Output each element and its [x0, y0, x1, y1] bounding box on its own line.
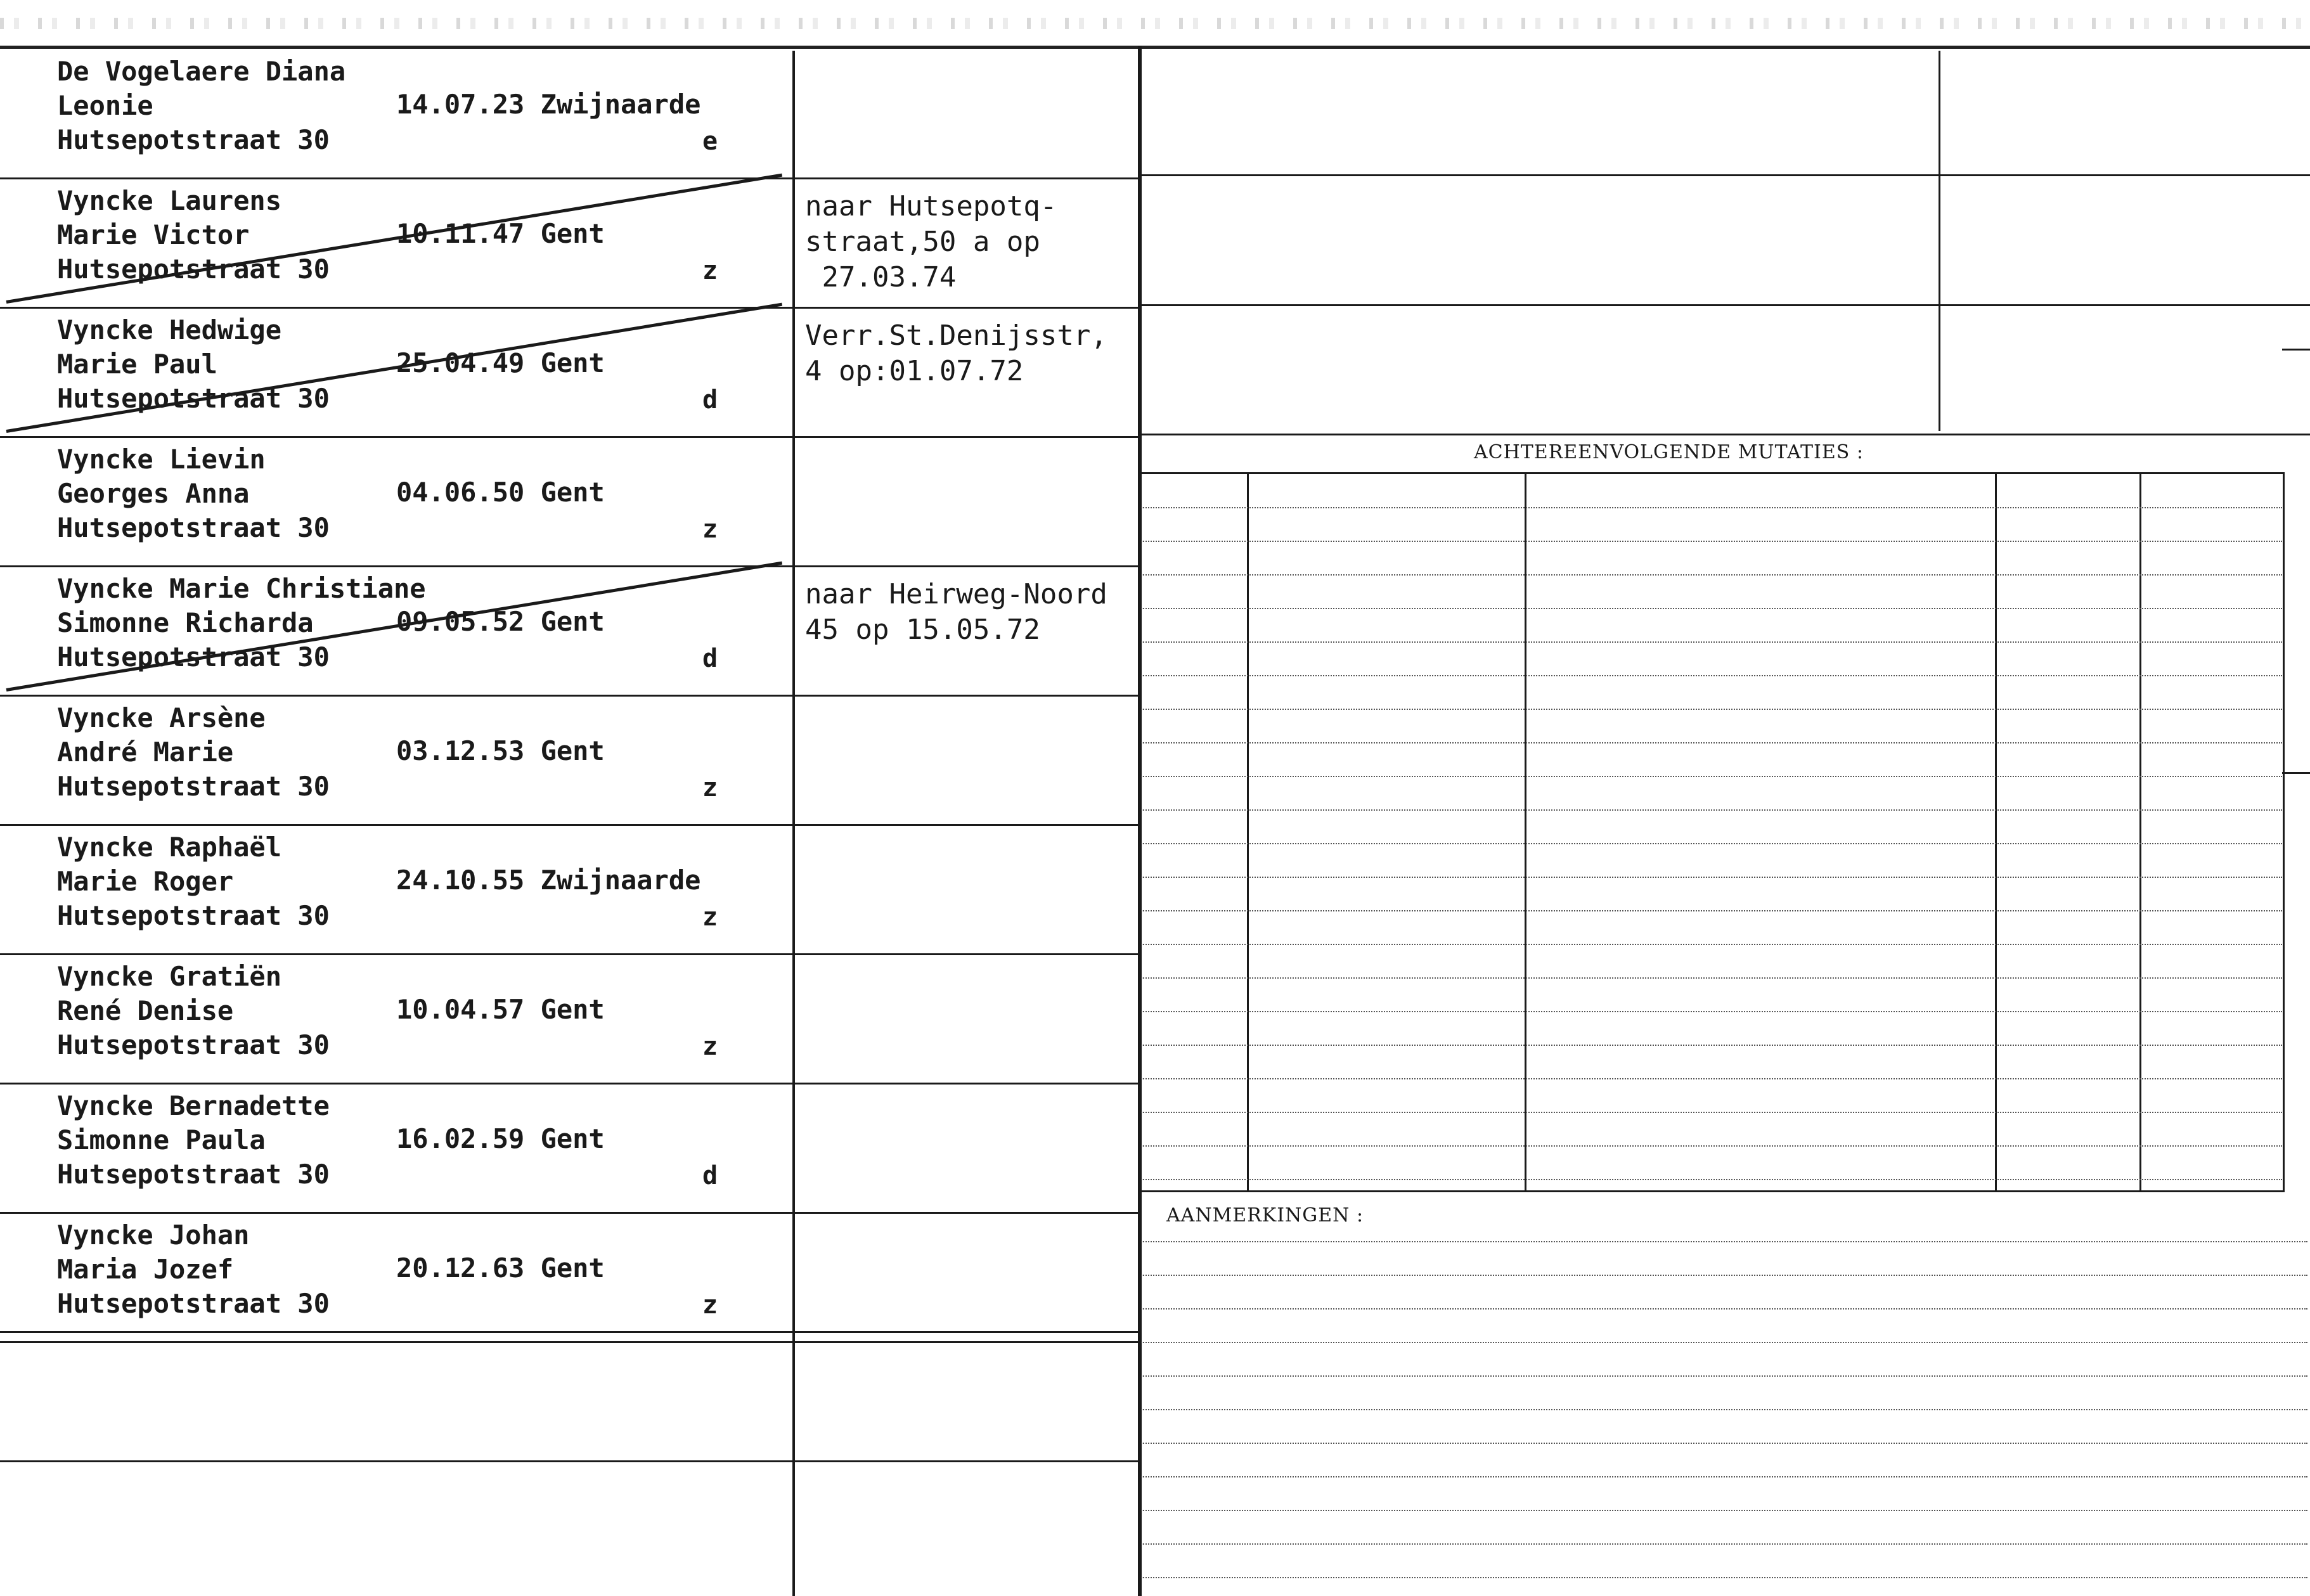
person-name: Vyncke Gratiën — [57, 961, 282, 992]
birth-date: 10.04.57 — [396, 994, 525, 1025]
birth-place: Zwijnaarde — [524, 865, 701, 896]
aanmerkingen-dotted-line — [1141, 1241, 2307, 1242]
birth-place: Gent — [524, 477, 605, 508]
person-address: Hutsepotstraat 30 — [57, 254, 330, 285]
mutation-note: naar Hutsepotq- straat,50 a op 27.03.74 — [805, 190, 1057, 293]
right-rule-1 — [1140, 174, 2310, 176]
mutation-note: Verr.St.Denijsstr, 4 op:01.07.72 — [805, 319, 1107, 387]
mutaties-col-1 — [1247, 474, 1249, 1192]
aanmerkingen-dotted-line — [1141, 1476, 2307, 1477]
person-given: René Denise — [57, 995, 234, 1026]
person-given: Marie Roger — [57, 866, 234, 897]
person-entry — [57, 960, 330, 1062]
relation-code: d — [702, 1161, 718, 1190]
mutaties-dotted-line — [1141, 776, 2282, 777]
person-given: Georges Anna — [57, 478, 250, 509]
birth-place: Gent — [524, 218, 605, 249]
birth-date: 25.04.49 — [396, 347, 525, 378]
column-divider-left — [792, 51, 795, 1596]
aanmerkingen-dotted-line — [1141, 1409, 2307, 1410]
person-address: Hutsepotstraat 30 — [57, 512, 330, 543]
mutaties-dotted-line — [1141, 944, 2282, 945]
mutaties-dotted-line — [1141, 877, 2282, 878]
birth-date: 20.12.63 — [396, 1252, 525, 1284]
aanmerkingen-dotted-line — [1141, 1375, 2307, 1377]
person-given: André Marie — [57, 737, 234, 768]
person-given: Marie Paul — [57, 349, 217, 380]
right-rule-2 — [1140, 304, 2310, 306]
person-name: Vyncke Laurens — [57, 185, 282, 216]
person-given: Leonie — [57, 90, 153, 121]
row-separator — [0, 307, 1140, 309]
aanmerkingen-dotted-line — [1141, 1308, 2307, 1310]
top-rule — [0, 46, 2310, 49]
birth-date: 04.06.50 — [396, 477, 525, 508]
person-address: Hutsepotstraat 30 — [57, 900, 330, 931]
person-name: De Vogelaere Diana — [57, 56, 346, 87]
person-address: Hutsepotstraat 30 — [57, 641, 330, 673]
relation-code: e — [702, 127, 718, 156]
mutaties-col-5 — [2283, 474, 2285, 1192]
birth-date: 09.05.52 — [396, 606, 525, 637]
birth-place: Gent — [524, 735, 605, 766]
person-name: Vyncke Raphaël — [57, 832, 282, 863]
aanmerkingen-title: AANMERKINGEN : — [1166, 1204, 1364, 1226]
relation-code: z — [702, 1032, 718, 1061]
person-address: Hutsepotstraat 30 — [57, 1029, 330, 1060]
mutaties-top-rule — [1140, 472, 2285, 474]
right-rule-3 — [1140, 434, 2310, 435]
person-name: Vyncke Marie Christiane — [57, 573, 426, 604]
person-name: Vyncke Johan — [57, 1220, 250, 1251]
birth-place: Gent — [524, 1123, 605, 1154]
birth-date-place — [396, 477, 605, 508]
mutaties-dotted-line — [1141, 1045, 2282, 1046]
mutaties-dotted-line — [1141, 843, 2282, 844]
person-entry — [57, 442, 330, 545]
row-separator — [0, 1460, 1140, 1462]
mutaties-dotted-line — [1141, 641, 2282, 643]
birth-date-place — [396, 1123, 605, 1154]
birth-date: 16.02.59 — [396, 1123, 525, 1154]
person-name: Vyncke Bernadette — [57, 1090, 330, 1121]
aanmerkingen-dotted-line — [1141, 1443, 2307, 1444]
birth-date-place — [396, 1252, 605, 1284]
mutaties-col-2 — [1525, 474, 1526, 1192]
person-address: Hutsepotstraat 30 — [57, 1288, 330, 1319]
birth-date: 24.10.55 — [396, 865, 525, 896]
aanmerkingen-dotted-line — [1141, 1275, 2307, 1276]
aanmerkingen-dotted-line — [1141, 1577, 2307, 1578]
aanmerkingen-dotted-line — [1141, 1510, 2307, 1511]
birth-place: Gent — [524, 347, 605, 378]
row-separator — [0, 1331, 1140, 1333]
person-entry — [57, 701, 330, 804]
row-separator — [0, 695, 1140, 697]
row-separator — [0, 177, 1140, 179]
relation-code: z — [702, 773, 718, 802]
birth-place: Gent — [524, 606, 605, 637]
mutaties-dotted-line — [1141, 1145, 2282, 1147]
person-entry — [57, 1218, 330, 1321]
mutaties-col-3 — [1995, 474, 1997, 1192]
scan-noise — [0, 18, 2310, 29]
mutaties-dotted-line — [1141, 675, 2282, 676]
mutaties-dotted-line — [1141, 910, 2282, 911]
mutaties-dotted-line — [1141, 1078, 2282, 1079]
margin-tick-2 — [2282, 772, 2310, 774]
row-separator — [0, 1341, 1140, 1343]
mutaties-dotted-line — [1141, 1179, 2282, 1180]
mutaties-dotted-line — [1141, 1112, 2282, 1113]
relation-code: z — [702, 1290, 718, 1320]
relation-code: d — [702, 385, 718, 415]
aanmerkingen-dotted-line — [1141, 1543, 2307, 1545]
mutaties-col-4 — [2139, 474, 2141, 1192]
mutaties-bottom-rule — [1140, 1190, 2285, 1192]
column-divider-middle — [1138, 46, 1142, 1596]
row-separator — [0, 824, 1140, 826]
row-separator — [0, 1083, 1140, 1084]
birth-place: Zwijnaarde — [524, 89, 701, 120]
relation-code: z — [702, 515, 718, 544]
aanmerkingen-dotted-line — [1141, 1342, 2307, 1343]
person-address: Hutsepotstraat 30 — [57, 383, 330, 414]
person-address: Hutsepotstraat 30 — [57, 771, 330, 802]
mutaties-dotted-line — [1141, 608, 2282, 609]
row-separator — [0, 953, 1140, 955]
person-entry — [57, 830, 330, 933]
mutaties-dotted-line — [1141, 977, 2282, 979]
birth-date-place — [396, 865, 700, 896]
mutaties-dotted-line — [1141, 541, 2282, 542]
birth-date: 14.07.23 — [396, 89, 525, 120]
person-name: Vyncke Arsène — [57, 702, 266, 733]
birth-date-place — [396, 89, 700, 120]
relation-code: z — [702, 903, 718, 932]
person-entry — [57, 1089, 330, 1192]
row-separator — [0, 1212, 1140, 1214]
mutaties-dotted-line — [1141, 742, 2282, 743]
birth-date: 03.12.53 — [396, 735, 525, 766]
relation-code: z — [702, 256, 718, 285]
relation-code: d — [702, 644, 718, 673]
person-given: Marie Victor — [57, 219, 250, 250]
row-separator — [0, 436, 1140, 438]
mutaties-dotted-line — [1141, 809, 2282, 811]
birth-date: 10.11.47 — [396, 218, 525, 249]
person-entry — [57, 55, 345, 157]
row-separator — [0, 565, 1140, 567]
mutaties-dotted-line — [1141, 709, 2282, 710]
birth-place: Gent — [524, 1252, 605, 1284]
margin-tick-1 — [2282, 349, 2310, 351]
person-name: Vyncke Hedwige — [57, 314, 282, 345]
person-given: Simonne Richarda — [57, 607, 314, 638]
birth-date-place — [396, 994, 605, 1025]
mutaties-title: ACHTEREENVOLGENDE MUTATIES : — [1474, 441, 1864, 463]
person-entry — [57, 572, 426, 674]
mutaties-dotted-line — [1141, 507, 2282, 508]
birth-place: Gent — [524, 994, 605, 1025]
person-address: Hutsepotstraat 30 — [57, 124, 330, 155]
person-given: Maria Jozef — [57, 1254, 234, 1285]
person-given: Simonne Paula — [57, 1124, 266, 1155]
person-name: Vyncke Lievin — [57, 444, 266, 475]
column-divider-right-top — [1939, 51, 1940, 431]
mutation-note: naar Heirweg-Noord 45 op 15.05.72 — [805, 578, 1107, 646]
person-address: Hutsepotstraat 30 — [57, 1159, 330, 1190]
mutaties-dotted-line — [1141, 574, 2282, 576]
mutaties-dotted-line — [1141, 1011, 2282, 1012]
birth-date-place — [396, 735, 605, 766]
